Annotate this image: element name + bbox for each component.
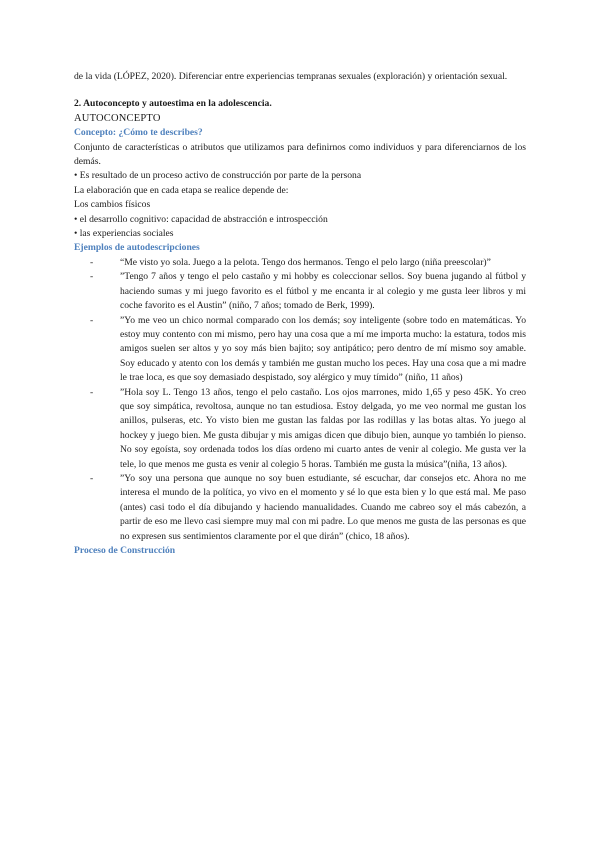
list-item xyxy=(74,270,526,313)
list-item xyxy=(74,472,526,544)
intro-paragraph: de la vida (LÓPEZ, 2020). Diferenciar entre experiencias tempranas sexuales (exploración) y orientación sexual. xyxy=(74,71,508,82)
document-page xyxy=(74,70,526,558)
physical-changes-line: Los cambios físicos xyxy=(74,199,151,211)
example-text: ”Yo soy una persona que aunque no soy buen estudiante, sé escuchar, dar consejos etc. Ahora no me interesa el mundo de la política, yo vivo en el momento y sé lo que esta bien y lo que está mal. Me paso (antes) casi todo el día dibujando y haciendo manualidades. Cuando me cabreo soy el más cabezón, a partir de eso me llevo casi siempre muy mal con mi padre. Lo que menos me gusta de las personas es que no expresen sus sentimientos claramente por el que dirán” (chico, 18 años). xyxy=(120,472,526,542)
dash-marker: - xyxy=(90,256,94,268)
dash-marker: - xyxy=(90,314,94,326)
dash-marker: - xyxy=(90,472,94,484)
elaboration-line: La elaboración que en cada etapa se realice depende de: xyxy=(74,184,289,196)
bullet-social: • las experiencias sociales xyxy=(74,228,174,240)
list-item xyxy=(74,256,526,270)
example-text: ”Yo me veo un chico normal comparado con los demás; soy inteligente (sobre todo en matemáticas. Yo estoy muy contento con mi mismo, pero hay una cosa que a mí me importa mucho: la estatura, todos mis amigos suelen ser altos y yo soy más bien bajito; soy antipático; pero dentro de mí mismo soy amable. Soy educado y atento con los demás y también me gustan mucho los peces. Hay una cosa que a mi madre le trae loca, es que soy demasiado despistado, soy alérgico y muy tímido” (niño, 11 años) xyxy=(120,314,526,384)
dash-marker: - xyxy=(90,386,94,398)
section-subheading: AUTOCONCEPTO xyxy=(74,112,161,124)
example-text: “Me visto yo sola. Juego a la pelota. Tengo dos hermanos. Tengo el pelo largo (niña preescolar)” xyxy=(120,256,491,268)
list-item xyxy=(74,386,526,472)
example-text: ”Hola soy L. Tengo 13 años, tengo el pelo castaño. Los ojos marrones, mido 1,65 y peso 45K. Yo creo que soy simpática, revoltosa, aunque no tan estudiosa. Estoy delgada, yo me veo normal me gustan los anillos, pulseras, etc. Yo visto bien me gustan las faldas por las rodillas y las botas altas. Yo juego al hockey y juego bien. Me gusta dibujar y mis amigas dicen que dibujo bien, aunque yo también lo pienso. No soy egoísta, soy ordenada todos los días ordeno mi cuarto antes de venir al colegio. Me gusta ver la tele, lo que menos me gusta es venir al colegio 5 horas. También me gusta la música”(niña, 13 años). xyxy=(120,386,526,470)
examples-heading: Ejemplos de autodescripciones xyxy=(74,242,200,254)
list-item xyxy=(74,314,526,386)
concept-question: Concepto: ¿Cómo te describes? xyxy=(74,127,203,139)
spacer xyxy=(74,84,526,97)
definition-paragraph: Conjunto de características o atributos que utilizamos para definirnos como individuos y para diferenciarnos de los demás. xyxy=(74,141,526,168)
example-text: ”Tengo 7 años y tengo el pelo castaño y mi hobby es coleccionar sellos. Soy buena jugando al fútbol y haciendo sumas y mi juego favorito es el fútbol y me encanta ir al colegio y me gusta leer libros y mi coche favorito es el Austin” (niño, 7 años; tomado de Berk, 1999). xyxy=(120,271,526,312)
examples-list xyxy=(74,256,526,544)
process-heading: Proceso de Construcción xyxy=(74,545,176,556)
dash-marker: - xyxy=(90,271,94,283)
bullet-cognitive: • el desarrollo cognitivo: capacidad de abstracción e introspección xyxy=(74,213,328,225)
section-heading: 2. Autoconcepto y autoestima en la adolescencia. xyxy=(74,98,272,110)
bullet-process: • Es resultado de un proceso activo de construcción por parte de la persona xyxy=(74,170,362,182)
